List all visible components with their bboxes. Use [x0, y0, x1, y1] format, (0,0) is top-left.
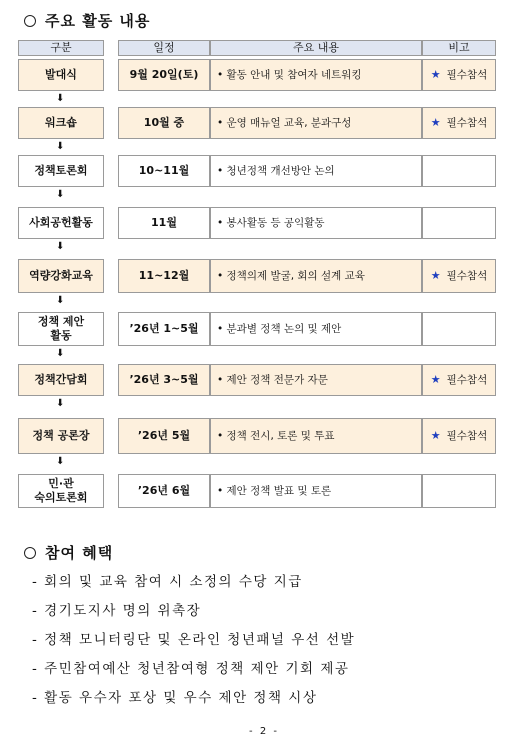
star-icon: ★	[430, 373, 441, 386]
cell-content	[210, 155, 422, 187]
cell-text: 발대식	[45, 68, 77, 81]
cell-category	[18, 207, 104, 239]
benefit-item: - 경기도지사 명의 위촉장	[32, 603, 202, 619]
cell-category	[18, 59, 104, 91]
cell-category	[18, 474, 104, 508]
cell-category	[18, 418, 104, 454]
cell-note	[422, 418, 496, 454]
cell-text: • 청년정책 개선방안 논의	[217, 165, 335, 177]
cell-schedule	[118, 59, 210, 91]
cell-text: • 제안 정책 발표 및 토론	[217, 485, 332, 497]
down-arrow-icon: ⬇	[56, 456, 65, 467]
cell-text: • 운영 매뉴얼 교육, 분과구성	[217, 117, 352, 129]
star-icon: ★	[430, 68, 441, 81]
down-arrow-icon: ⬇	[56, 93, 65, 104]
cell-note	[422, 207, 496, 239]
cell-note	[422, 155, 496, 187]
cell-text: ’26년 3~5월	[129, 373, 199, 386]
cell-category	[18, 259, 104, 293]
cell-content	[210, 107, 422, 139]
cell-text: 9월 20일(토)	[129, 68, 199, 81]
cell-schedule	[118, 418, 210, 454]
cell-category	[18, 107, 104, 139]
cell-text: 11월	[151, 216, 177, 229]
page-number: - 2 -	[249, 726, 279, 737]
cell-schedule	[118, 207, 210, 239]
cell-text: • 제안 정책 전문가 자문	[217, 374, 328, 386]
cell-schedule	[118, 364, 210, 396]
cell-content	[210, 207, 422, 239]
cell-content	[210, 474, 422, 508]
cell-text: • 정책의제 발굴, 회의 설계 교육	[217, 270, 365, 282]
cell-text: • 분과별 정책 논의 및 제안	[217, 323, 342, 335]
cell-note	[422, 364, 496, 396]
cell-text: 역량강화교육	[29, 269, 93, 282]
benefit-item: - 주민참여예산 청년참여형 정책 제안 기회 제공	[32, 661, 350, 677]
cell-content	[210, 59, 422, 91]
cell-note	[422, 259, 496, 293]
section-title-text: 참여 혜택	[45, 544, 114, 562]
cell-schedule	[118, 155, 210, 187]
cell-content	[210, 364, 422, 396]
down-arrow-icon: ⬇	[56, 398, 65, 409]
star-icon: ★	[430, 429, 441, 442]
down-arrow-icon: ⬇	[56, 295, 65, 306]
star-icon: ★	[430, 269, 441, 282]
circle-bullet-icon	[24, 547, 36, 559]
cell-content	[210, 259, 422, 293]
section-title-benefits	[24, 542, 113, 563]
note-text: 필수참석	[446, 69, 488, 81]
cell-text: • 활동 안내 및 참여자 네트워킹	[217, 69, 362, 81]
cell-note	[422, 474, 496, 508]
cell-text: 10~11월	[138, 164, 190, 177]
benefit-item: - 정책 모니터링단 및 온라인 청년패널 우선 선발	[32, 632, 356, 648]
cell-text: ’26년 1~5월	[129, 322, 199, 335]
note-text: 필수참석	[446, 430, 488, 442]
cell-text: • 정책 전시, 토론 및 투표	[217, 430, 335, 442]
cell-schedule	[118, 312, 210, 346]
cell-text: • 봉사활동 등 공익활동	[217, 217, 325, 229]
cell-text: 정책토론회	[34, 164, 88, 177]
cell-text: 11~12월	[138, 269, 190, 282]
cell-content	[210, 418, 422, 454]
cell-text: 민·관 숙의토론회	[34, 477, 88, 504]
cell-text: ’26년 6월	[137, 484, 191, 497]
cell-text: 사회공헌활동	[29, 216, 93, 229]
benefit-item: - 회의 및 교육 참여 시 소정의 수당 지급	[32, 574, 303, 590]
down-arrow-icon: ⬇	[56, 141, 65, 152]
down-arrow-icon: ⬇	[56, 348, 65, 359]
section-title-text: 주요 활동 내용	[45, 12, 151, 30]
cell-category	[18, 364, 104, 396]
cell-note	[422, 312, 496, 346]
cell-schedule	[118, 474, 210, 508]
note-text: 필수참석	[446, 270, 488, 282]
cell-text: 정책 제안 활동	[37, 315, 85, 342]
circle-bullet-icon	[24, 15, 36, 27]
cell-category	[18, 155, 104, 187]
star-icon: ★	[430, 116, 441, 129]
section-title-activities	[24, 10, 150, 31]
down-arrow-icon: ⬇	[56, 189, 65, 200]
cell-text: 10월 중	[143, 116, 185, 129]
cell-schedule	[118, 107, 210, 139]
cell-note	[422, 107, 496, 139]
cell-content	[210, 312, 422, 346]
header-note: 비고	[422, 40, 496, 56]
header-content: 주요 내용	[210, 40, 422, 56]
cell-category	[18, 312, 104, 346]
cell-note	[422, 59, 496, 91]
benefit-item: - 활동 우수자 포상 및 우수 제안 정책 시상	[32, 690, 318, 706]
cell-schedule	[118, 259, 210, 293]
header-category: 구분	[18, 40, 104, 56]
cell-text: 정책간담회	[34, 373, 88, 386]
down-arrow-icon: ⬇	[56, 241, 65, 252]
cell-text: 워크숍	[45, 116, 77, 129]
header-schedule: 일정	[118, 40, 210, 56]
cell-text: ’26년 5월	[137, 429, 191, 442]
note-text: 필수참석	[446, 117, 488, 129]
note-text: 필수참석	[446, 374, 488, 386]
cell-text: 정책 공론장	[32, 429, 90, 442]
